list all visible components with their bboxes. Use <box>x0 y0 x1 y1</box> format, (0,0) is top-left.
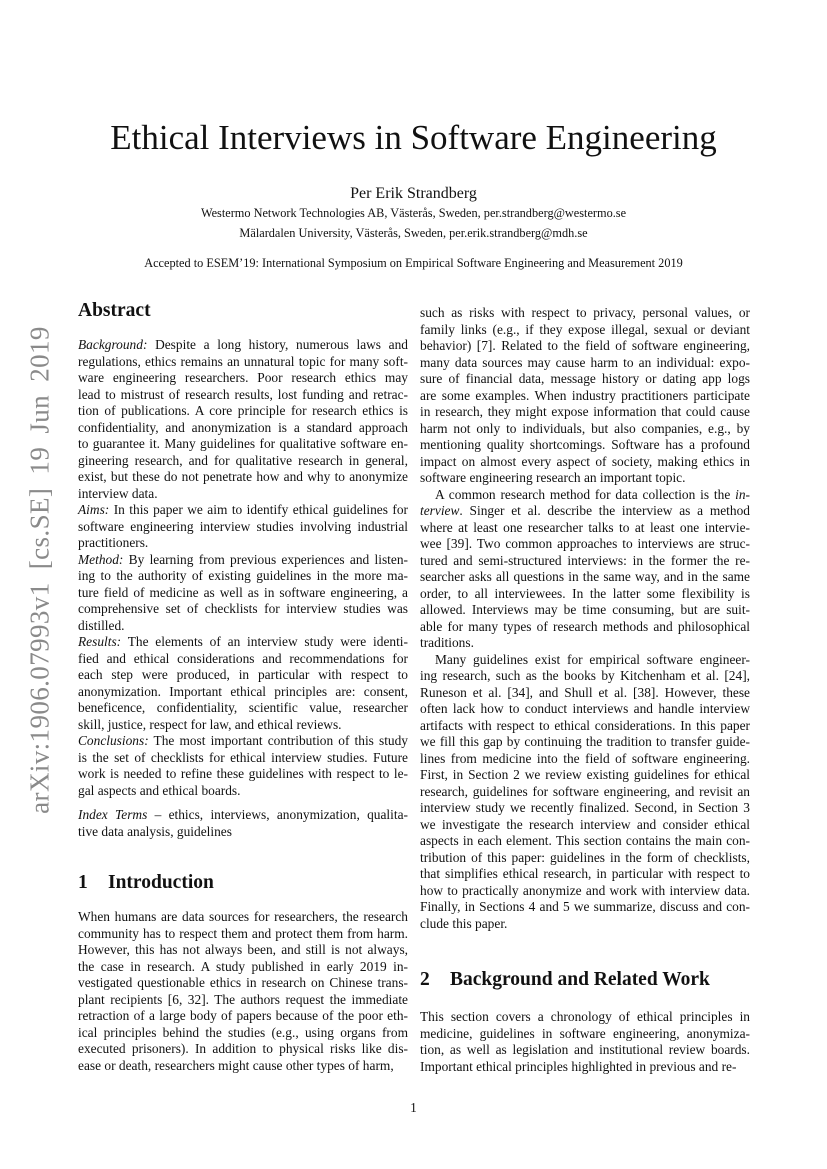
background-body <box>420 1009 750 1075</box>
acceptance-note: Accepted to ESEM’19: International Symposium on Empirical Software Engineering and Measurement 2019 <box>144 256 683 270</box>
text-line <box>78 469 408 486</box>
text-span: . Singer et al. describe the interview as a method <box>459 503 750 518</box>
text-line <box>78 926 408 943</box>
text-span: software engineering interview studies involving industrial <box>78 518 408 534</box>
text-line <box>420 1042 750 1059</box>
text-span: traditions. <box>420 635 474 650</box>
text-line <box>420 421 750 438</box>
text-span: Finally, in Sections 4 and 5 we summarize, discuss and con- <box>420 899 750 914</box>
text-span: By learning from previous experiences and listen- <box>123 551 408 567</box>
text-line <box>420 866 750 883</box>
text-line <box>420 520 750 537</box>
text-line <box>420 817 750 834</box>
italic-text: terview <box>420 503 460 518</box>
text-span: ical principles behind the studies (e.g., using organs from <box>78 1024 408 1040</box>
text-span: research, guidelines for software engineering, and revisit an <box>420 783 750 799</box>
italic-text: in- <box>735 486 750 502</box>
index-terms <box>78 807 408 840</box>
text-line <box>78 387 408 404</box>
text-span: plant recipients [6, 32]. The authors request the immediate <box>78 991 408 1007</box>
text-span: fied and ethical considerations and recommendations for <box>78 650 408 666</box>
paragraph <box>78 733 408 799</box>
text-span: wee [39]. Two common approaches to interviews are struc- <box>420 536 750 551</box>
abstract-heading: Abstract <box>78 300 151 321</box>
text-span: tion of publications. A core principle for research ethics is <box>78 403 408 418</box>
text-span: Important ethical principles highlighted in previous and re- <box>420 1058 737 1074</box>
text-span: interview data. <box>78 485 158 501</box>
text-line <box>78 552 408 569</box>
text-span: ease or death, researchers might cause other types of harm, <box>78 1057 394 1073</box>
text-line <box>78 1025 408 1042</box>
section-number: 1 <box>78 872 88 893</box>
italic-text: Index Terms – <box>78 807 162 822</box>
text-span: executed prisoners). In addition to physical risks like dis- <box>78 1041 408 1056</box>
text-line <box>420 338 750 355</box>
text-span: searcher asks all questions in the same way, and in the same <box>420 569 750 584</box>
paper-title: Ethical Interviews in Software Engineering <box>110 118 717 157</box>
text-span: Runeson et al. [34], and Shull et al. [38]. However, these <box>420 684 750 700</box>
text-line <box>78 1041 408 1058</box>
text-span: are some examples. When industry practitioners participate <box>420 387 750 403</box>
text-span: A common research method for data collection is the <box>435 486 736 502</box>
text-span: tion, as well as legislation and institutional review boards. <box>420 1042 750 1057</box>
text-span: where at least one researcher talks to at least one intervie- <box>420 519 750 535</box>
text-line <box>420 883 750 900</box>
text-span: medicine, guidelines in software engineering, anonymiza- <box>420 1025 750 1041</box>
paragraph <box>78 552 408 635</box>
text-span: community has to respect them and protect them from harm. <box>78 925 408 941</box>
text-line <box>78 370 408 387</box>
paragraph <box>78 337 408 502</box>
italic-text: Results: <box>78 634 122 649</box>
text-span: ing research, such as the books by Kitchenham et al. [24], <box>420 668 750 683</box>
text-span: we fill this gap by continuing the tradition to transfer guide- <box>420 734 750 749</box>
italic-text: Conclusions: <box>78 733 149 748</box>
text-line <box>78 750 408 767</box>
text-span: each step were produced, in particular with respect to <box>78 667 408 682</box>
text-line <box>78 634 408 651</box>
text-span: However, this has not always been, and still is not always, <box>78 942 408 957</box>
text-span: Despite a long history, numerous laws and <box>147 337 408 352</box>
right-column-body <box>420 305 750 932</box>
text-line <box>420 850 750 867</box>
text-span: clude this paper. <box>420 915 508 931</box>
text-span: to guarantee it. Many guidelines for qualitative software en- <box>78 436 408 451</box>
paragraph <box>420 1009 750 1075</box>
text-span: skill, justice, respect for law, and ethical reviews. <box>78 716 342 732</box>
italic-text: Method: <box>78 551 124 567</box>
text-span: lines from medicine into the field of software engineering. <box>420 750 750 766</box>
text-span: that simplifies ethical research, in particular with respect to <box>420 866 750 881</box>
text-span: tribution of this paper: guidelines in the form of checklists, <box>420 849 750 865</box>
text-line <box>78 975 408 992</box>
text-line <box>78 909 408 926</box>
text-line <box>420 784 750 801</box>
text-span: software engineering research an important topic. <box>420 470 686 485</box>
text-span: harm not only to individuals, but also companies, e.g., by <box>420 420 750 436</box>
text-span: ing to the authority of existing guidelines in the more ma- <box>78 568 408 583</box>
text-span: aspects in each element. This section contains the main con- <box>420 833 750 848</box>
text-line <box>420 668 750 685</box>
text-line <box>420 1026 750 1043</box>
text-line <box>420 388 750 405</box>
text-span: exist, but these do not penetrate how and why to anonymize <box>78 469 408 484</box>
text-span: comprehensive set of checklists for interview studies was <box>78 601 408 616</box>
text-line <box>420 1009 750 1026</box>
text-span: such as risks with respect to privacy, personal values, or <box>420 305 750 320</box>
section-title: Background and Related Work <box>450 969 710 990</box>
italic-text: Background: <box>78 337 148 352</box>
text-span: The elements of an interview study were identi- <box>121 634 408 649</box>
text-span: gineering research, and for qualitative research in general, <box>78 452 408 468</box>
text-span: interview study we recently finalized. Second, in Section 3 <box>420 800 750 815</box>
text-span: family links (e.g., if they expose illegal, sexual or deviant <box>420 321 750 337</box>
text-span: the case in research. A study published in early 2019 in- <box>78 958 408 974</box>
text-line <box>420 371 750 388</box>
text-line <box>420 718 750 735</box>
text-span: anonymization. Important ethical principles are: consent, <box>78 683 408 699</box>
text-line <box>78 568 408 585</box>
text-span: lead to mistrust of research results, lost funding and retrac- <box>78 386 408 402</box>
text-line <box>420 569 750 586</box>
text-span: practitioners. <box>78 535 149 550</box>
page-number: 1 <box>410 1100 417 1115</box>
text-span: In this paper we aim to identify ethical guidelines for <box>109 502 408 517</box>
text-line <box>420 586 750 603</box>
text-line <box>78 403 408 420</box>
affiliation-1: Westermo Network Technologies AB, Västerås, Sweden, per.strandberg@westermo.se <box>200 206 627 220</box>
text-span: many data sources may cause harm to an individual: expo- <box>420 354 750 370</box>
text-span: sure of financial data, message history or dating app logs <box>420 371 750 386</box>
text-span: is the set of checklists for ethical interview studies. Future <box>78 749 408 765</box>
text-line <box>78 807 408 824</box>
text-line <box>78 519 408 536</box>
text-line <box>78 942 408 959</box>
italic-text: Aims: <box>78 502 110 517</box>
paragraph <box>78 502 408 552</box>
section-heading-introduction <box>78 872 214 894</box>
text-line <box>78 601 408 618</box>
text-line <box>420 751 750 768</box>
text-span: retraction of a large body of papers because of the poor eth- <box>78 1008 408 1023</box>
text-span: vestigated questionable ethics in research on Chinese trans- <box>78 975 408 990</box>
text-line <box>420 355 750 372</box>
text-line <box>78 535 408 552</box>
text-span: able for many types of research methods and philosophical <box>420 618 750 634</box>
text-line <box>78 585 408 602</box>
text-span: behavior) [7]. Related to the field of software engineering, <box>420 338 750 353</box>
text-span: allowed. Interviews may be time consuming, but are suit- <box>420 602 750 617</box>
text-span: mentioning quality shortcomings. Software has a profound <box>420 437 750 452</box>
text-span: First, in Section 2 we review existing guidelines for ethical <box>420 767 750 782</box>
text-line <box>78 992 408 1009</box>
text-span: order, to all interviewees. In the latter some flexibility is <box>420 585 750 601</box>
text-line <box>420 305 750 322</box>
text-line <box>420 652 750 669</box>
section-title: Introduction <box>108 872 214 893</box>
text-span: beneficence, confidentiality, scientific value, researcher <box>78 700 408 715</box>
text-line <box>78 420 408 437</box>
text-span: work is needed to refine these guidelines with respect to le- <box>78 766 408 781</box>
text-span: gal aspects and ethical boards. <box>78 782 241 798</box>
text-line <box>78 436 408 453</box>
paragraph <box>78 909 408 1074</box>
text-line <box>78 684 408 701</box>
text-line <box>78 717 408 734</box>
text-span: we investigate the research interview and consider ethical <box>420 816 750 832</box>
text-line <box>420 322 750 339</box>
text-line <box>78 700 408 717</box>
text-span: artifacts with respect to ethical considerations. In this paper <box>420 717 750 733</box>
paragraph <box>78 634 408 733</box>
text-span: often lack how to conduct interviews and handle interview <box>420 701 750 716</box>
text-span: tive data analysis, guidelines <box>78 823 232 839</box>
arxiv-stamp: arXiv:1906.07993v1 [cs.SE] 19 Jun 2019 <box>24 326 55 814</box>
text-line <box>78 618 408 635</box>
text-span: in research, they might expose information that could cause <box>420 404 750 419</box>
text-span: regulations, ethics remains an unnatural topic for many soft- <box>78 353 408 369</box>
paragraph <box>78 807 408 840</box>
text-line <box>78 337 408 354</box>
text-span: ethics, interviews, anonymization, qualita- <box>161 807 408 822</box>
text-line <box>78 1058 408 1075</box>
text-line <box>78 453 408 470</box>
text-line <box>420 470 750 487</box>
text-line <box>78 766 408 783</box>
text-line <box>420 619 750 636</box>
affiliation-2: Mälardalen University, Västerås, Sweden, per.erik.strandberg@mdh.se <box>239 226 588 240</box>
text-line <box>420 734 750 751</box>
text-line <box>78 959 408 976</box>
text-line <box>420 1059 750 1076</box>
text-line <box>78 502 408 519</box>
text-line <box>78 354 408 371</box>
text-line <box>78 486 408 503</box>
text-line <box>420 536 750 553</box>
text-line <box>78 667 408 684</box>
text-line <box>420 701 750 718</box>
text-line <box>420 437 750 454</box>
text-line <box>78 733 408 750</box>
text-span: confidentiality, and anonymization is a standard approach <box>78 419 408 435</box>
text-line <box>420 767 750 784</box>
author-name: Per Erik Strandberg <box>350 185 477 202</box>
paragraph <box>420 487 750 652</box>
text-line <box>420 635 750 652</box>
text-line <box>78 651 408 668</box>
paragraph <box>420 305 750 487</box>
text-span: Many guidelines exist for empirical software engineer- <box>435 651 750 667</box>
text-span: how to practically anonymize and work with interview data. <box>420 882 750 898</box>
text-line <box>420 404 750 421</box>
text-line <box>78 783 408 800</box>
text-span: impact on almost every aspect of society, making ethics in <box>420 453 750 469</box>
text-span: tured and semi-structured interviews: in the former the re- <box>420 552 750 568</box>
text-span: When humans are data sources for researchers, the research <box>78 909 408 924</box>
text-line <box>420 833 750 850</box>
text-span: This section covers a chronology of ethical principles in <box>420 1009 750 1024</box>
text-line <box>420 685 750 702</box>
section-number: 2 <box>420 969 430 990</box>
abstract-body <box>78 337 408 799</box>
text-span: distilled. <box>78 617 125 633</box>
text-line <box>420 454 750 471</box>
text-line <box>78 1008 408 1025</box>
text-span: The most important contribution of this study <box>148 733 408 748</box>
text-line <box>420 503 750 520</box>
text-line <box>78 824 408 841</box>
text-span: ture field of medicine as well as in software engineering, a <box>78 584 408 600</box>
text-line <box>420 487 750 504</box>
introduction-body <box>78 909 408 1074</box>
text-line <box>420 553 750 570</box>
text-line <box>420 800 750 817</box>
text-line <box>420 602 750 619</box>
paragraph <box>420 652 750 933</box>
text-line <box>420 916 750 933</box>
text-line <box>420 899 750 916</box>
text-span: ware engineering researchers. Poor research ethics may <box>78 370 408 385</box>
section-heading-background <box>420 969 710 991</box>
